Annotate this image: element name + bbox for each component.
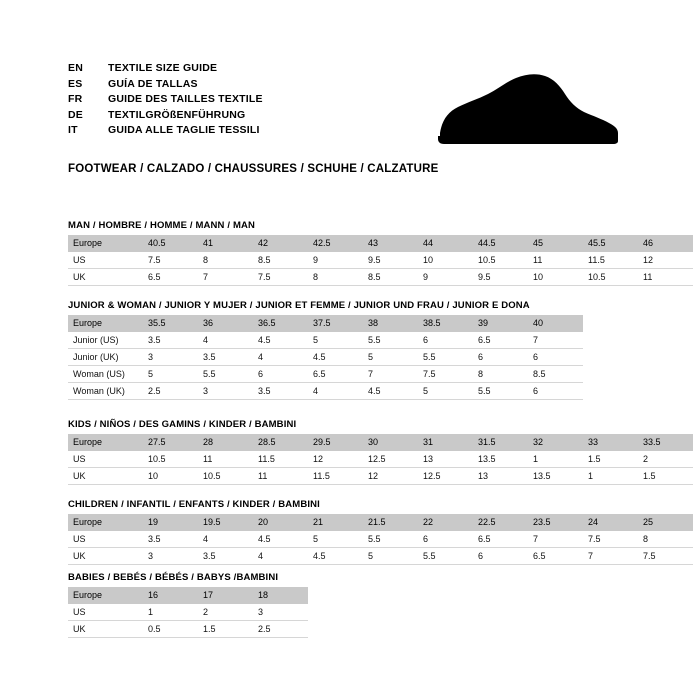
size-cell: 3.5 bbox=[143, 531, 198, 548]
size-cell: 5 bbox=[143, 366, 198, 383]
column-header-cell: 44.5 bbox=[473, 235, 528, 252]
size-cell: 13.5 bbox=[528, 468, 583, 485]
column-header-cell: 23.5 bbox=[528, 514, 583, 531]
size-cell: 9.5 bbox=[473, 269, 528, 286]
section-children bbox=[68, 499, 656, 565]
size-cell: 0.5 bbox=[143, 621, 198, 638]
size-cell: 11.5 bbox=[253, 451, 308, 468]
table-row bbox=[68, 269, 693, 286]
column-header-cell: 46 bbox=[638, 235, 693, 252]
language-code: DE bbox=[68, 108, 83, 121]
column-header-cell: 28.5 bbox=[253, 434, 308, 451]
column-header-cell: 37.5 bbox=[308, 315, 363, 332]
size-cell: 5 bbox=[418, 383, 473, 400]
size-cell: 7 bbox=[363, 366, 418, 383]
column-header-cell: 21.5 bbox=[363, 514, 418, 531]
table-header-row bbox=[68, 235, 693, 252]
column-header-cell: 45.5 bbox=[583, 235, 638, 252]
size-cell: 12 bbox=[363, 468, 418, 485]
size-cell: 3.5 bbox=[143, 332, 198, 349]
size-cell: 9 bbox=[308, 252, 363, 269]
row-label: Junior (US) bbox=[68, 332, 143, 349]
column-header-cell: 33.5 bbox=[638, 434, 693, 451]
table-row bbox=[68, 621, 308, 638]
language-row bbox=[68, 124, 263, 140]
size-cell: 4 bbox=[253, 548, 308, 565]
size-cell: 11 bbox=[638, 269, 693, 286]
size-cell: 5 bbox=[363, 349, 418, 366]
size-cell: 10.5 bbox=[198, 468, 253, 485]
size-cell: 13.5 bbox=[473, 451, 528, 468]
column-header-cell: 28 bbox=[198, 434, 253, 451]
row-label: UK bbox=[68, 548, 143, 565]
size-cell: 11.5 bbox=[308, 468, 363, 485]
size-cell: 12.5 bbox=[418, 468, 473, 485]
size-cell: 5 bbox=[363, 548, 418, 565]
table-row bbox=[68, 451, 693, 468]
size-cell: 6 bbox=[528, 349, 583, 366]
size-cell: 5 bbox=[308, 531, 363, 548]
header bbox=[68, 62, 632, 140]
size-cell: 8.5 bbox=[363, 269, 418, 286]
size-cell: 7.5 bbox=[253, 269, 308, 286]
column-header-label: Europe bbox=[68, 434, 143, 451]
size-cell: 10.5 bbox=[143, 451, 198, 468]
size-cell: 1.5 bbox=[583, 451, 638, 468]
column-header-label: Europe bbox=[68, 587, 143, 604]
size-cell: 1 bbox=[528, 451, 583, 468]
size-cell: 3 bbox=[143, 349, 198, 366]
column-header-cell: 35.5 bbox=[143, 315, 198, 332]
language-title: GUIDE DES TAILLES TEXTILE bbox=[108, 93, 263, 105]
size-cell: 3 bbox=[198, 383, 253, 400]
column-header-cell: 39 bbox=[473, 315, 528, 332]
column-header-cell: 25 bbox=[638, 514, 693, 531]
size-table-man bbox=[68, 235, 693, 286]
size-cell: 10.5 bbox=[583, 269, 638, 286]
dress-shoe-icon bbox=[432, 70, 622, 150]
size-cell: 2.5 bbox=[253, 621, 308, 638]
section-title: JUNIOR & WOMAN / JUNIOR Y MUJER / JUNIOR ET FEMME / JUNIOR UND FRAU / JUNIOR E DONA bbox=[68, 300, 530, 311]
column-header-cell: 31 bbox=[418, 434, 473, 451]
size-cell: 4.5 bbox=[363, 383, 418, 400]
table-header-row bbox=[68, 587, 308, 604]
size-cell: 7 bbox=[198, 269, 253, 286]
language-code: ES bbox=[68, 77, 83, 90]
row-label: Woman (US) bbox=[68, 366, 143, 383]
row-label: UK bbox=[68, 468, 143, 485]
size-cell: 10 bbox=[528, 269, 583, 286]
language-code: EN bbox=[68, 62, 83, 74]
size-cell: 8 bbox=[198, 252, 253, 269]
size-cell: 7 bbox=[528, 332, 583, 349]
language-title-list bbox=[68, 62, 263, 140]
column-header-label: Europe bbox=[68, 235, 143, 252]
column-header-cell: 43 bbox=[363, 235, 418, 252]
row-label: US bbox=[68, 451, 143, 468]
size-cell: 13 bbox=[473, 468, 528, 485]
size-cell: 4.5 bbox=[308, 349, 363, 366]
size-cell: 5.5 bbox=[418, 548, 473, 565]
size-cell: 4 bbox=[198, 332, 253, 349]
size-cell: 9 bbox=[418, 269, 473, 286]
size-cell: 5.5 bbox=[473, 383, 528, 400]
size-cell: 8 bbox=[638, 531, 693, 548]
section-man bbox=[68, 220, 654, 286]
size-cell: 8.5 bbox=[253, 252, 308, 269]
size-cell: 6 bbox=[253, 366, 308, 383]
size-cell: 10 bbox=[143, 468, 198, 485]
size-cell: 6.5 bbox=[473, 531, 528, 548]
column-header-cell: 22 bbox=[418, 514, 473, 531]
size-cell: 3 bbox=[253, 604, 308, 621]
row-label: US bbox=[68, 531, 143, 548]
size-cell: 6 bbox=[528, 383, 583, 400]
size-cell: 7 bbox=[583, 548, 638, 565]
language-code: FR bbox=[68, 93, 83, 105]
column-header-cell: 29.5 bbox=[308, 434, 363, 451]
table-header-row bbox=[68, 315, 583, 332]
column-header-cell: 40 bbox=[528, 315, 583, 332]
size-cell: 1 bbox=[143, 604, 198, 621]
column-header-cell: 19 bbox=[143, 514, 198, 531]
column-header-cell: 16 bbox=[143, 587, 198, 604]
size-cell: 7.5 bbox=[638, 548, 693, 565]
language-row bbox=[68, 78, 263, 94]
size-cell: 11 bbox=[198, 451, 253, 468]
size-cell: 5.5 bbox=[363, 332, 418, 349]
size-cell: 7.5 bbox=[583, 531, 638, 548]
table-row bbox=[68, 349, 583, 366]
size-cell: 11.5 bbox=[583, 252, 638, 269]
column-header-cell: 33 bbox=[583, 434, 638, 451]
column-header-cell: 27.5 bbox=[143, 434, 198, 451]
size-cell: 7.5 bbox=[418, 366, 473, 383]
row-label: UK bbox=[68, 269, 143, 286]
table-row bbox=[68, 468, 693, 485]
size-cell: 12.5 bbox=[363, 451, 418, 468]
language-row bbox=[68, 93, 263, 109]
size-cell: 5.5 bbox=[418, 349, 473, 366]
column-header-cell: 36.5 bbox=[253, 315, 308, 332]
size-table-babies bbox=[68, 587, 308, 638]
size-cell: 7.5 bbox=[143, 252, 198, 269]
size-cell: 6.5 bbox=[308, 366, 363, 383]
column-header-cell: 17 bbox=[198, 587, 253, 604]
size-cell: 4 bbox=[253, 349, 308, 366]
size-cell: 6.5 bbox=[528, 548, 583, 565]
size-cell: 2 bbox=[198, 604, 253, 621]
section-kids bbox=[68, 419, 661, 485]
size-cell: 7 bbox=[528, 531, 583, 548]
size-cell: 12 bbox=[638, 252, 693, 269]
size-table-junior-woman bbox=[68, 315, 583, 400]
row-label: Woman (UK) bbox=[68, 383, 143, 400]
column-header-cell: 19.5 bbox=[198, 514, 253, 531]
table-row bbox=[68, 383, 583, 400]
table-row bbox=[68, 548, 693, 565]
language-title: GUÍA DE TALLAS bbox=[108, 77, 198, 90]
column-header-cell: 42.5 bbox=[308, 235, 363, 252]
size-cell: 10.5 bbox=[473, 252, 528, 269]
table-row bbox=[68, 531, 693, 548]
row-label: Junior (UK) bbox=[68, 349, 143, 366]
size-table-kids bbox=[68, 434, 693, 485]
size-cell: 3.5 bbox=[198, 548, 253, 565]
table-row bbox=[68, 604, 308, 621]
column-header-cell: 31.5 bbox=[473, 434, 528, 451]
table-row bbox=[68, 332, 583, 349]
size-cell: 6 bbox=[418, 531, 473, 548]
size-cell: 4.5 bbox=[253, 332, 308, 349]
size-cell: 8.5 bbox=[528, 366, 583, 383]
language-title: TEXTILGRÖßENFÜHRUNG bbox=[108, 108, 246, 121]
size-cell: 4 bbox=[198, 531, 253, 548]
column-header-cell: 22.5 bbox=[473, 514, 528, 531]
column-header-label: Europe bbox=[68, 315, 143, 332]
table-header-row bbox=[68, 514, 693, 531]
size-cell: 4.5 bbox=[308, 548, 363, 565]
section-title: BABIES / BEBÉS / BÉBÉS / BABYS /BAMBINI bbox=[68, 572, 279, 583]
table-row bbox=[68, 252, 693, 269]
size-table-children bbox=[68, 514, 693, 565]
column-header-cell: 24 bbox=[583, 514, 638, 531]
row-label: UK bbox=[68, 621, 143, 638]
footwear-heading: FOOTWEAR / CALZADO / CHAUSSURES / SCHUHE / CALZATURE bbox=[68, 163, 439, 175]
size-cell: 8 bbox=[473, 366, 528, 383]
column-header-label: Europe bbox=[68, 514, 143, 531]
row-label: US bbox=[68, 252, 143, 269]
size-cell: 1.5 bbox=[638, 468, 693, 485]
column-header-cell: 40.5 bbox=[143, 235, 198, 252]
column-header-cell: 21 bbox=[308, 514, 363, 531]
size-cell: 6 bbox=[473, 349, 528, 366]
row-label: US bbox=[68, 604, 143, 621]
language-row bbox=[68, 62, 263, 78]
column-header-cell: 18 bbox=[253, 587, 308, 604]
size-cell: 3 bbox=[143, 548, 198, 565]
column-header-cell: 42 bbox=[253, 235, 308, 252]
column-header-cell: 30 bbox=[363, 434, 418, 451]
section-title: KIDS / NIÑOS / DES GAMINS / KINDER / BAMBINI bbox=[68, 419, 297, 430]
size-cell: 6 bbox=[418, 332, 473, 349]
language-title: TEXTILE SIZE GUIDE bbox=[108, 62, 218, 74]
size-cell: 3.5 bbox=[253, 383, 308, 400]
column-header-cell: 45 bbox=[528, 235, 583, 252]
size-cell: 6.5 bbox=[143, 269, 198, 286]
section-title: MAN / HOMBRE / HOMME / MANN / MAN bbox=[68, 220, 256, 231]
column-header-cell: 20 bbox=[253, 514, 308, 531]
size-cell: 10 bbox=[418, 252, 473, 269]
section-junior-woman bbox=[68, 300, 632, 400]
language-row bbox=[68, 109, 263, 125]
section-title: CHILDREN / INFANTIL / ENFANTS / KINDER / BAMBINI bbox=[68, 499, 320, 510]
size-cell: 11 bbox=[528, 252, 583, 269]
size-cell: 2.5 bbox=[143, 383, 198, 400]
column-header-cell: 41 bbox=[198, 235, 253, 252]
size-cell: 5.5 bbox=[198, 366, 253, 383]
language-title: GUIDA ALLE TAGLIE TESSILI bbox=[108, 124, 260, 136]
column-header-cell: 32 bbox=[528, 434, 583, 451]
size-cell: 3.5 bbox=[198, 349, 253, 366]
size-cell: 5 bbox=[308, 332, 363, 349]
size-cell: 6 bbox=[473, 548, 528, 565]
size-cell: 8 bbox=[308, 269, 363, 286]
section-babies bbox=[68, 572, 632, 638]
size-cell: 4 bbox=[308, 383, 363, 400]
size-cell: 1 bbox=[583, 468, 638, 485]
size-cell: 5.5 bbox=[363, 531, 418, 548]
column-header-cell: 44 bbox=[418, 235, 473, 252]
table-row bbox=[68, 366, 583, 383]
column-header-cell: 38 bbox=[363, 315, 418, 332]
size-cell: 13 bbox=[418, 451, 473, 468]
size-cell: 12 bbox=[308, 451, 363, 468]
size-cell: 11 bbox=[253, 468, 308, 485]
size-cell: 6.5 bbox=[473, 332, 528, 349]
size-cell: 4.5 bbox=[253, 531, 308, 548]
column-header-cell: 36 bbox=[198, 315, 253, 332]
language-code: IT bbox=[68, 124, 78, 136]
column-header-cell: 38.5 bbox=[418, 315, 473, 332]
size-cell: 2 bbox=[638, 451, 693, 468]
table-header-row bbox=[68, 434, 693, 451]
size-cell: 1.5 bbox=[198, 621, 253, 638]
size-cell: 9.5 bbox=[363, 252, 418, 269]
